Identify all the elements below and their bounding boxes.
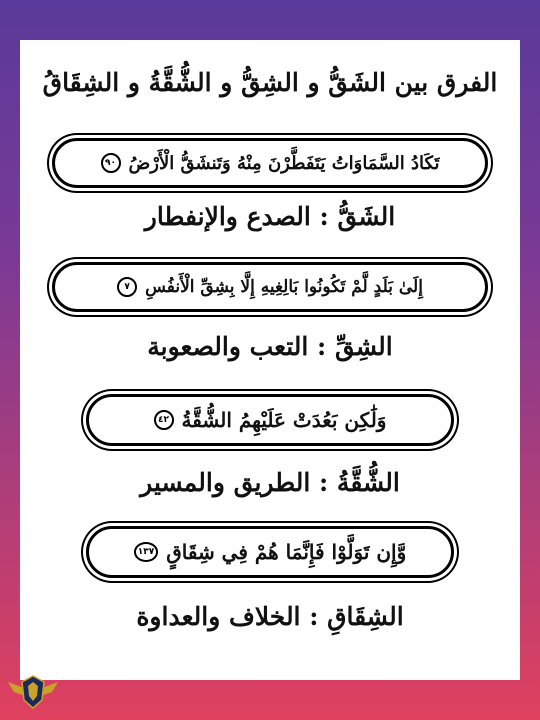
content-card xyxy=(20,40,520,680)
verse-box-1 xyxy=(52,138,488,188)
ayah-number-icon: ٤٢ xyxy=(154,410,174,430)
verse-box-2 xyxy=(52,262,488,312)
verse-box-4 xyxy=(86,526,454,578)
meaning-label: الشَقُّ : الصدع والإنفطار xyxy=(144,202,396,231)
page-title: الفرق بين الشَقُّ و الشِقُّ و الشُّقَّةُ و الشِقَاقُ xyxy=(42,68,498,97)
ayah-number-icon: ٧ xyxy=(117,277,137,297)
verse-text: إِلَىٰ بَلَدٍ لَّمْ تَكُونُوا بَالِغِيهِ إِلَّا بِشِقِّ الْأَنفُسِ xyxy=(145,277,423,297)
verse-text: وَّإِن تَوَلَّوْا فَإِنَّمَا هُمْ فِي شِقَاقٍ xyxy=(166,540,407,564)
meaning-label: الشِقَاقِ : الخلاف والعداوة xyxy=(136,602,404,631)
verse-text: وَلَٰكِن بَعُدَتْ عَلَيْهِمُ الشُّقَّةُ xyxy=(181,408,387,432)
meaning-label: الشُّقَّةُ : الطريق والمسير xyxy=(140,468,400,497)
verse-text: تَكَادُ السَّمَاوَاتُ يَتَفَطَّرْنَ مِنْهُ وَتَنشَقُّ الْأَرْضُ xyxy=(128,152,440,174)
ayah-number-icon: ١٣٧ xyxy=(134,542,158,562)
verse-box-3 xyxy=(86,394,454,446)
meaning-label: الشِقِّ : التعب والصعوبة xyxy=(147,332,393,361)
winged-shield-logo-icon xyxy=(4,668,62,718)
ayah-number-icon: ٩٠ xyxy=(101,153,121,173)
